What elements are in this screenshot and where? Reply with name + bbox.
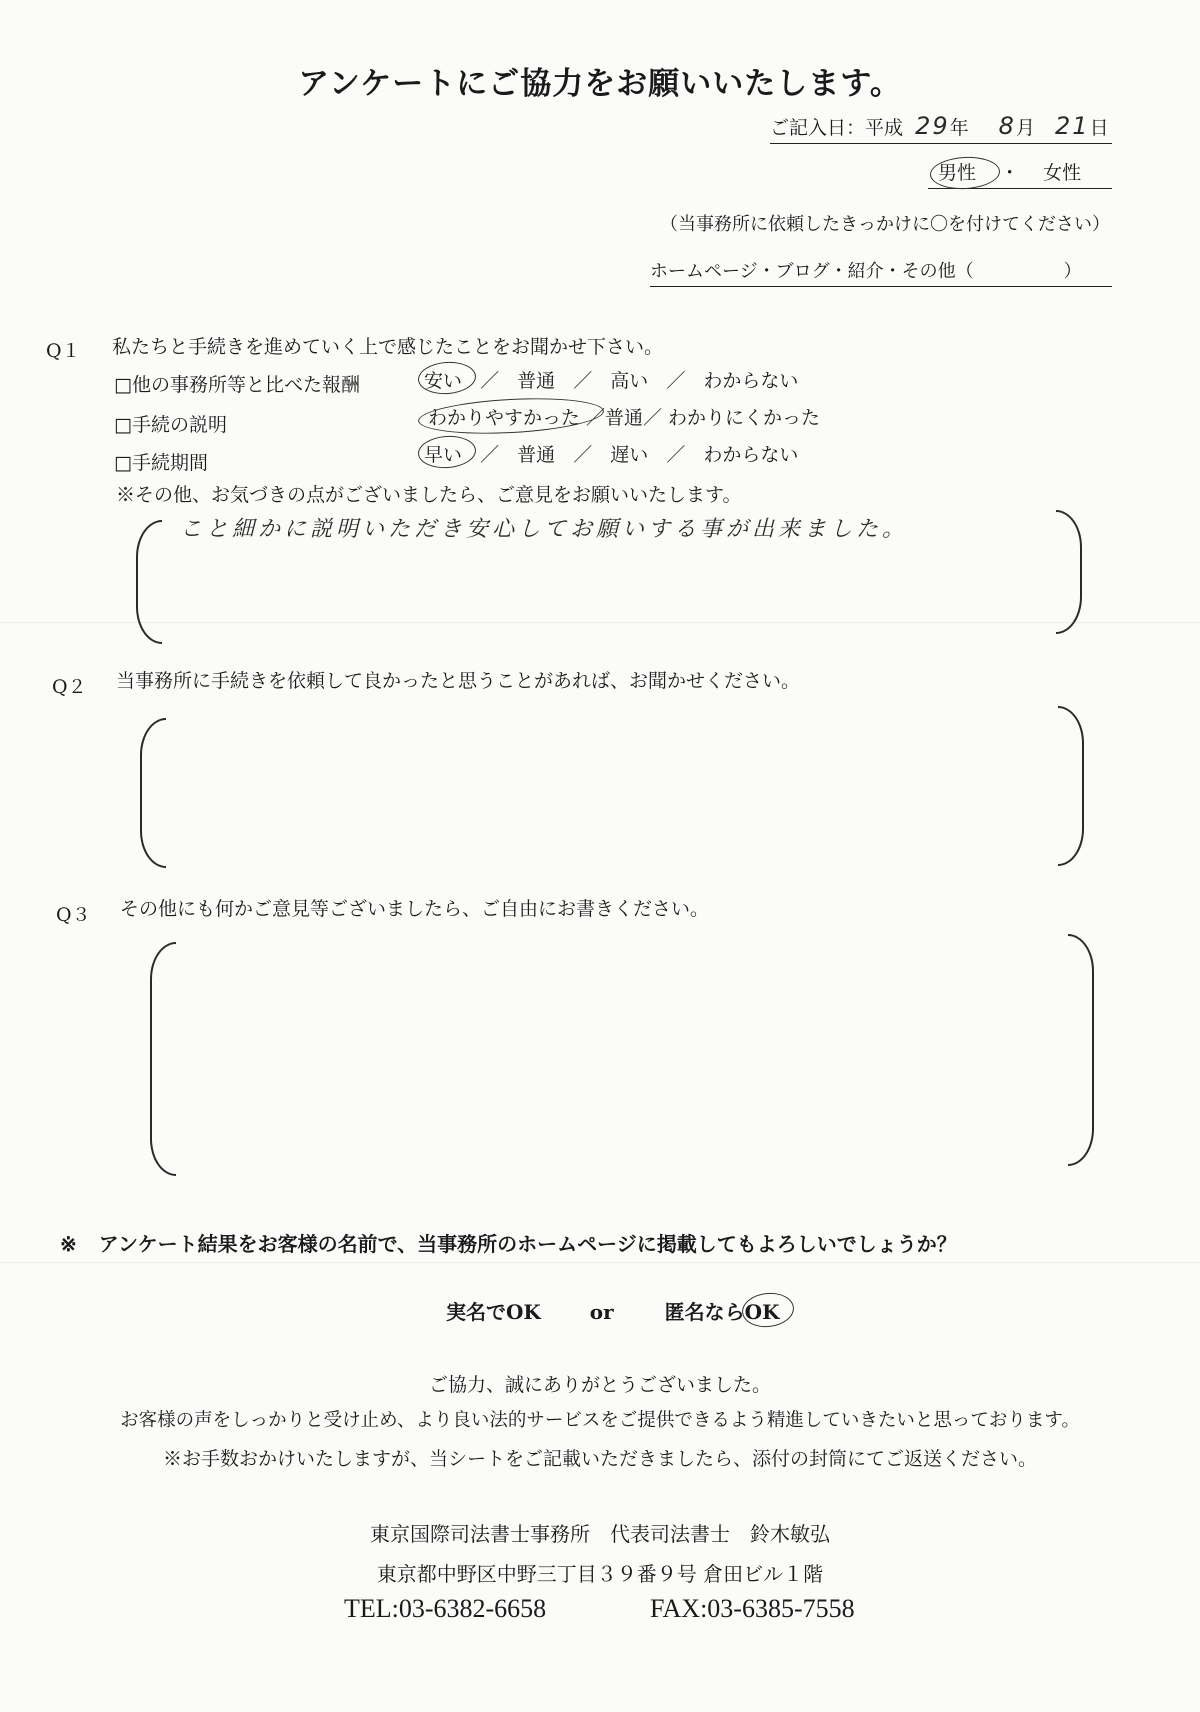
q1-answer-bracket-right: [1056, 510, 1082, 634]
date-field[interactable]: [770, 112, 1112, 144]
gender-separator: ・: [1000, 162, 1020, 184]
q3-number: Q３: [56, 904, 91, 926]
consent-question: [60, 1228, 957, 1257]
gender-male-option[interactable]: 男性: [938, 162, 977, 184]
q1-row-period-label: □手続期間: [114, 452, 208, 474]
consent-anon-ok[interactable]: OK: [744, 1300, 780, 1324]
choice-sep: ／: [480, 444, 500, 466]
q2-question: 当事務所に手続きを依頼して良かったと思うことがあれば、お聞かせください。: [116, 670, 801, 692]
q1-row-fee-label: □他の事務所等と比べた報酬: [114, 374, 360, 396]
date-month-unit: 月: [1015, 117, 1035, 139]
consent-anon-prefix[interactable]: 匿名なら: [664, 1300, 745, 1324]
footer-tel: TEL:03-6382-6658: [344, 1594, 547, 1623]
thanks-line-3: ※お手数おかけいたしますが、当シートをご記載いただきましたら、添付の封筒にてご返送ください。: [162, 1448, 1037, 1470]
q1-question: 私たちと手続きを進めていく上で感じたことをお聞かせ下さい。: [112, 336, 664, 358]
footer-office: 東京国際司法書士事務所 代表司法書士 鈴木敏弘: [370, 1522, 830, 1546]
referral-instruction: （当事務所に依頼したきっかけに〇を付けてください）: [660, 214, 1110, 235]
choice-clear[interactable]: わかりやすかった: [428, 407, 581, 429]
consent-or: or: [589, 1300, 614, 1324]
explanation-selected-circle: [417, 394, 605, 438]
q3-answer-bracket-left: [150, 942, 176, 1176]
date-year: 29: [915, 112, 950, 140]
date-day: 21: [1055, 112, 1090, 140]
choice-fast[interactable]: 早い: [424, 444, 463, 466]
footer-fax: FAX:03-6385-7558: [650, 1594, 855, 1623]
page-title: アンケートにご協力をお願いいたします。: [298, 66, 902, 102]
choice-unknown[interactable]: わからない: [703, 444, 799, 466]
choice-sep: ／: [666, 444, 686, 466]
date-year-unit: 年: [949, 117, 969, 139]
date-day-unit: 日: [1089, 117, 1109, 139]
choice-sep: ／: [573, 444, 593, 466]
date-label: ご記入日：平成: [770, 117, 904, 139]
consent-question-text: アンケート結果をお客様の名前で、当事務所のホームページに掲載してもよろしいでしょうか？: [98, 1232, 957, 1256]
q2-number: Q２: [52, 676, 87, 698]
date-month: 8: [998, 112, 1016, 140]
q2-answer-bracket-left: [140, 718, 166, 868]
q3-question: その他にも何かご意見等ございましたら、ご自由にお書きください。: [120, 898, 710, 920]
choice-sep: ／: [666, 370, 686, 392]
referral-options[interactable]: ホームページ・ブログ・紹介・その他（ ）: [650, 257, 1112, 287]
gender-female-option[interactable]: 女性: [1043, 162, 1082, 184]
q1-number: Q１: [46, 340, 81, 362]
choice-unclear[interactable]: わかりにくかった: [668, 407, 821, 429]
q1-row-period-choices[interactable]: [424, 440, 798, 467]
choice-sep: ／: [573, 370, 593, 392]
q1-row-fee-choices[interactable]: [424, 366, 798, 393]
thanks-line-2: お客様の声をしっかりと受け止め、より良い法的サービスをご提供できるよう精進していきたいと思っております。: [120, 1410, 1080, 1431]
consent-real-name-option[interactable]: 実名でOK: [446, 1300, 541, 1324]
choice-sep: ／: [480, 370, 500, 392]
choice-normal[interactable]: ／普通／: [586, 407, 663, 429]
q2-answer-bracket-right: [1058, 706, 1084, 866]
choice-unknown[interactable]: わからない: [703, 370, 799, 392]
choice-expensive[interactable]: 高い: [610, 370, 649, 392]
choice-normal[interactable]: 普通: [517, 444, 556, 466]
consent-mark: ※: [60, 1232, 77, 1256]
q1-answer-bracket-left: [136, 520, 162, 644]
choice-normal[interactable]: 普通: [517, 370, 556, 392]
footer-address: 東京都中野区中野三丁目３９番９号 倉田ビル１階: [376, 1562, 824, 1586]
choice-cheap[interactable]: 安い: [424, 370, 463, 392]
q1-answer-text[interactable]: こと細かに説明いただき安心してお願いする事が出来ました。: [180, 517, 909, 542]
consent-options: [446, 1296, 779, 1325]
choice-slow[interactable]: 遅い: [610, 444, 649, 466]
thanks-line-1: ご協力、誠にありがとうございました。: [428, 1374, 771, 1396]
q1-row-explanation-label: □手続の説明: [114, 414, 227, 436]
q3-answer-bracket-right: [1068, 934, 1094, 1166]
q1-note: ※その他、お気づきの点がございましたら、ご意見をお願いいたします。: [116, 484, 742, 506]
